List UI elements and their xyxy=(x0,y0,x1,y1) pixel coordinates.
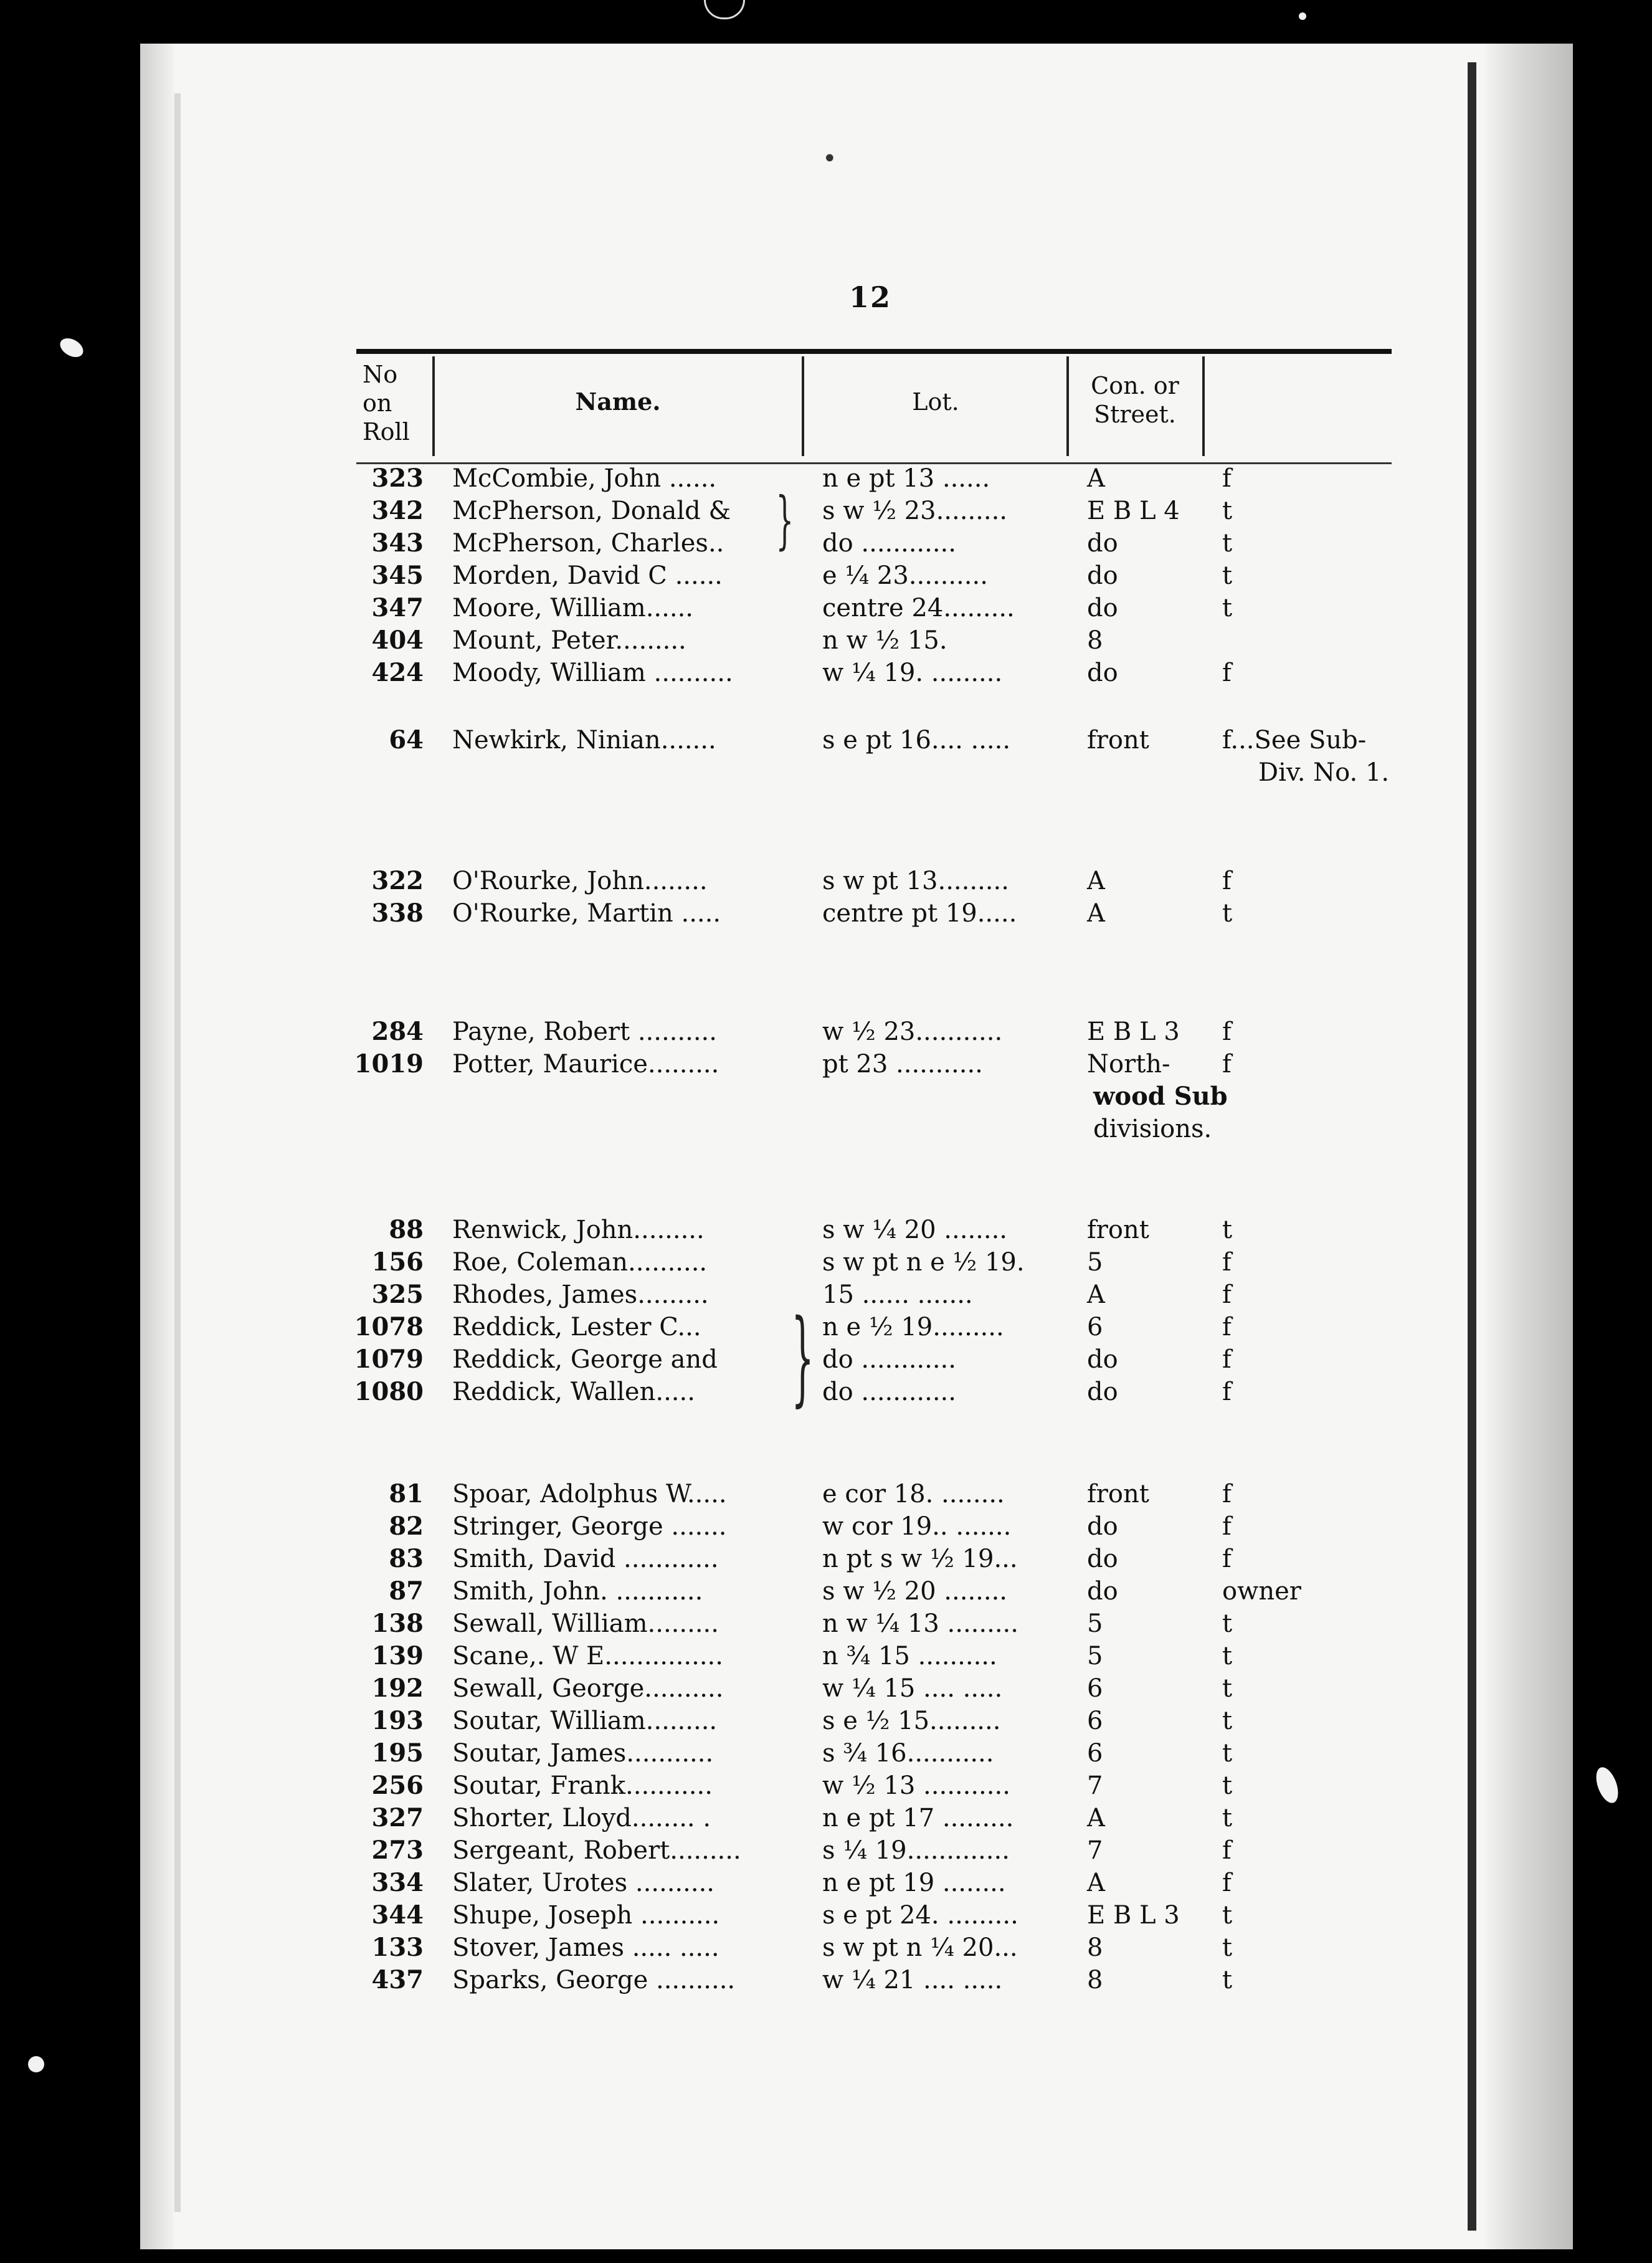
table-row xyxy=(0,1802,1652,1834)
owner-name: O'Rourke, John........ xyxy=(452,867,708,895)
tenure-code: t xyxy=(1222,1739,1233,1768)
concession-or-street: 6 xyxy=(1087,1739,1103,1768)
roll-number: 1079 xyxy=(354,1345,424,1374)
roll-number: 345 xyxy=(371,561,424,590)
roll-number: 156 xyxy=(371,1247,424,1277)
tenure-code: f xyxy=(1222,1545,1232,1573)
concession-or-street: A xyxy=(1087,1280,1105,1309)
concession-or-street: do xyxy=(1087,1378,1118,1406)
concession-or-street: A xyxy=(1087,464,1105,493)
roll-number: 195 xyxy=(371,1738,424,1768)
lot-description: n w ½ 15. xyxy=(822,626,947,655)
tenure-code: f xyxy=(1222,1280,1232,1309)
owner-name: Reddick, George and xyxy=(452,1345,718,1374)
table-row xyxy=(0,592,1652,624)
owner-name: Slater, Urotes .......... xyxy=(452,1869,714,1897)
lot-description: e ¼ 23.......... xyxy=(822,561,988,590)
lot-description: s w pt n ¼ 20... xyxy=(822,1933,1018,1962)
lot-description: centre pt 19..... xyxy=(822,899,1017,928)
tenure-code: f xyxy=(1222,659,1232,687)
table-row xyxy=(0,1705,1652,1737)
concession-or-street: do xyxy=(1087,594,1118,622)
table-row xyxy=(0,1770,1652,1802)
roll-number: 424 xyxy=(371,658,424,687)
owner-name: Spoar, Adolphus W..... xyxy=(452,1480,727,1508)
owner-name: Mount, Peter......... xyxy=(452,626,686,655)
tenure-code: f xyxy=(1222,1248,1232,1277)
concession-or-street: 5 xyxy=(1087,1642,1103,1670)
table-row xyxy=(0,1737,1652,1770)
owner-name: Sewall, George.......... xyxy=(452,1674,724,1703)
concession-or-street: 8 xyxy=(1087,1933,1103,1962)
table-row xyxy=(0,1048,1652,1080)
roll-number: 327 xyxy=(371,1803,424,1832)
owner-name: Morden, David C ...... xyxy=(452,561,723,590)
potter-continuation-1: wood Sub xyxy=(1093,1082,1228,1111)
roll-number: 273 xyxy=(371,1836,424,1865)
table-row xyxy=(0,1932,1652,1964)
lot-description: n e pt 17 ......... xyxy=(822,1804,1014,1832)
tenure-code: t xyxy=(1222,899,1233,928)
concession-or-street: 7 xyxy=(1087,1836,1103,1865)
concession-or-street: A xyxy=(1087,1869,1105,1897)
lot-description: n pt s w ½ 19... xyxy=(822,1545,1018,1573)
concession-or-street: E B L 3 xyxy=(1087,1017,1180,1046)
header-street-line: Street. xyxy=(1094,401,1176,428)
lot-description: s w pt n e ½ 19. xyxy=(822,1248,1025,1277)
tenure-code: t xyxy=(1222,1642,1233,1670)
tenure-code: f xyxy=(1222,1869,1232,1897)
table-row xyxy=(0,527,1652,560)
owner-name: Soutar, William......... xyxy=(452,1707,718,1735)
tenure-code: t xyxy=(1222,529,1233,558)
lot-description: s e ½ 15......... xyxy=(822,1707,1001,1735)
owner-name: Roe, Coleman.......... xyxy=(452,1248,708,1277)
table-row xyxy=(0,1214,1652,1246)
owner-name: McPherson, Charles.. xyxy=(452,529,724,558)
owner-name: Soutar, Frank........... xyxy=(452,1771,713,1800)
tenure-code: t xyxy=(1222,1771,1233,1800)
concession-or-street: 6 xyxy=(1087,1707,1103,1735)
roll-number: 193 xyxy=(371,1706,424,1735)
concession-or-street: do xyxy=(1087,659,1118,687)
table-row xyxy=(0,1246,1652,1279)
lot-description: s ¾ 16........... xyxy=(822,1739,994,1768)
owner-name: Moore, William...... xyxy=(452,594,693,622)
lot-description: s w ¼ 20 ........ xyxy=(822,1216,1008,1244)
table-row xyxy=(0,1672,1652,1705)
tenure-code: f xyxy=(1222,1345,1232,1374)
tenure-code: f...See Sub- xyxy=(1222,726,1367,755)
lot-description: do ............ xyxy=(822,1378,956,1406)
roll-number: 344 xyxy=(371,1900,424,1930)
roll-number: 88 xyxy=(389,1215,424,1244)
roll-number: 322 xyxy=(371,866,424,895)
lot-description: w ¼ 21 .... ..... xyxy=(822,1966,1003,1994)
table-row xyxy=(0,1016,1652,1048)
owner-name: Shupe, Joseph .......... xyxy=(452,1901,720,1930)
table-row xyxy=(0,624,1652,657)
table-row xyxy=(0,1640,1652,1672)
tenure-code: f xyxy=(1222,1836,1232,1865)
owner-name: O'Rourke, Martin ..... xyxy=(452,899,721,928)
tenure-code: f xyxy=(1222,1512,1232,1541)
tenure-code: f xyxy=(1222,1480,1232,1508)
owner-name: Sewall, William......... xyxy=(452,1609,719,1638)
concession-or-street: do xyxy=(1087,561,1118,590)
owner-name: McCombie, John ...... xyxy=(452,464,717,493)
owner-name: Sparks, George .......... xyxy=(452,1966,736,1994)
concession-or-street: front xyxy=(1087,726,1149,755)
lot-description: do ............ xyxy=(822,1345,956,1374)
header-con-line: Con. or xyxy=(1091,372,1179,399)
roll-number: 1080 xyxy=(354,1377,424,1406)
tenure-code: t xyxy=(1222,1933,1233,1962)
lot-description: 15 ...... ....... xyxy=(822,1280,973,1309)
owner-name: Stringer, George ....... xyxy=(452,1512,727,1541)
lot-description: w ½ 23........... xyxy=(822,1017,1003,1046)
lot-description: w ¼ 19. ......... xyxy=(822,659,1003,687)
tenure-code: t xyxy=(1222,1707,1233,1735)
lot-description: w ¼ 15 .... ..... xyxy=(822,1674,1003,1703)
tenure-code: f xyxy=(1222,1017,1232,1046)
owner-name: Soutar, James........... xyxy=(452,1739,714,1768)
tenure-code: t xyxy=(1222,1966,1233,1994)
tenure-code: t xyxy=(1222,1901,1233,1930)
concession-or-street: do xyxy=(1087,1345,1118,1374)
header-roll-line: Roll xyxy=(363,418,410,445)
table-row xyxy=(0,657,1652,689)
concession-or-street: do xyxy=(1087,1577,1118,1606)
header-no-line: No xyxy=(363,361,398,388)
concession-or-street: E B L 4 xyxy=(1087,497,1180,525)
group-brace: } xyxy=(776,484,794,556)
table-row xyxy=(0,1834,1652,1867)
concession-or-street: front xyxy=(1087,1216,1149,1244)
table-row xyxy=(0,1510,1652,1543)
concession-or-street: E B L 3 xyxy=(1087,1901,1180,1930)
table-row xyxy=(0,1867,1652,1899)
roll-number: 139 xyxy=(371,1641,424,1670)
tenure-code: t xyxy=(1222,594,1233,622)
owner-name: Potter, Maurice......... xyxy=(452,1050,719,1079)
concession-or-street: 7 xyxy=(1087,1771,1103,1800)
concession-or-street: 5 xyxy=(1087,1609,1103,1638)
concession-or-street: 6 xyxy=(1087,1674,1103,1703)
table-row xyxy=(0,1311,1652,1343)
roll-number: 343 xyxy=(371,528,424,558)
lot-description: e cor 18. ........ xyxy=(822,1480,1005,1508)
table-row xyxy=(0,560,1652,592)
owner-name: Newkirk, Ninian....... xyxy=(452,726,716,755)
lot-description: n ¾ 15 .......... xyxy=(822,1642,997,1670)
roll-number: 82 xyxy=(389,1512,424,1541)
owner-name: Shorter, Lloyd........ . xyxy=(452,1804,711,1832)
header-name: Name. xyxy=(575,388,661,416)
table-row xyxy=(0,724,1652,756)
owner-name: Moody, William .......... xyxy=(452,659,733,687)
table-row xyxy=(0,495,1652,527)
owner-name: Reddick, Lester C... xyxy=(452,1313,701,1341)
roll-number: 347 xyxy=(371,593,424,622)
table-row xyxy=(0,897,1652,930)
roll-number: 133 xyxy=(371,1933,424,1962)
page-mark: • xyxy=(822,145,837,173)
roll-number: 81 xyxy=(389,1479,424,1508)
lot-description: s e pt 16.... ..... xyxy=(822,726,1011,755)
lot-description: n e pt 19 ........ xyxy=(822,1869,1006,1897)
tenure-code: f xyxy=(1222,1378,1232,1406)
table-row xyxy=(0,1575,1652,1608)
tenure-code: f xyxy=(1222,1050,1232,1079)
owner-name: Payne, Robert .......... xyxy=(452,1017,717,1046)
roll-number: 1019 xyxy=(354,1049,424,1079)
roll-number: 325 xyxy=(371,1280,424,1309)
tenure-code: f xyxy=(1222,464,1232,493)
concession-or-street: A xyxy=(1087,899,1105,928)
lot-description: w ½ 13 ........... xyxy=(822,1771,1010,1800)
owner-name: Rhodes, James......... xyxy=(452,1280,709,1309)
lot-description: n w ¼ 13 ......... xyxy=(822,1609,1018,1638)
roll-number: 334 xyxy=(371,1868,424,1897)
lot-description: s e pt 24. ......... xyxy=(822,1901,1018,1930)
lot-description: s w ½ 23......... xyxy=(822,497,1008,525)
owner-name: Stover, James ..... ..... xyxy=(452,1933,719,1962)
concession-or-street: 8 xyxy=(1087,1966,1103,1994)
concession-or-street: front xyxy=(1087,1480,1149,1508)
roll-number: 192 xyxy=(371,1674,424,1703)
concession-or-street: North- xyxy=(1087,1050,1170,1079)
table-row xyxy=(0,1543,1652,1575)
lot-description: s w ½ 20 ........ xyxy=(822,1577,1008,1606)
owner-name: Sergeant, Robert......... xyxy=(452,1836,741,1865)
roll-number: 138 xyxy=(371,1609,424,1638)
table-row xyxy=(0,1478,1652,1510)
concession-or-street: do xyxy=(1087,1545,1118,1573)
header-lot: Lot. xyxy=(912,388,959,416)
concession-or-street: 8 xyxy=(1087,626,1103,655)
lot-description: n e pt 13 ...... xyxy=(822,464,990,493)
roll-number: 437 xyxy=(371,1965,424,1994)
lot-description: s ¼ 19............. xyxy=(822,1836,1010,1865)
tenure-code: f xyxy=(1222,1313,1232,1341)
concession-or-street: A xyxy=(1087,867,1105,895)
roll-number: 323 xyxy=(371,464,424,493)
lot-description: do ............ xyxy=(822,529,956,558)
potter-continuation-2: divisions. xyxy=(1093,1115,1212,1143)
lot-description: n e ½ 19......... xyxy=(822,1313,1004,1341)
tenure-code: t xyxy=(1222,1674,1233,1703)
roll-number: 284 xyxy=(371,1017,424,1046)
concession-or-street: 5 xyxy=(1087,1248,1103,1277)
owner-name: Smith, John. ........... xyxy=(452,1577,703,1606)
concession-or-street: A xyxy=(1087,1804,1105,1832)
tenure-code: t xyxy=(1222,561,1233,590)
owner-name: Smith, David ............ xyxy=(452,1545,719,1573)
roll-number: 404 xyxy=(371,626,424,655)
newkirk-note-continuation: Div. No. 1. xyxy=(1258,758,1390,787)
tenure-code: t xyxy=(1222,1804,1233,1832)
tenure-code: t xyxy=(1222,1216,1233,1244)
owner-name: Renwick, John......... xyxy=(452,1216,705,1244)
owner-name: Reddick, Wallen..... xyxy=(452,1378,695,1406)
roll-number: 338 xyxy=(371,898,424,928)
table-row xyxy=(0,1343,1652,1376)
tenure-code: t xyxy=(1222,497,1233,525)
table-row xyxy=(0,1608,1652,1640)
concession-or-street: 6 xyxy=(1087,1313,1103,1341)
lot-description: pt 23 ........... xyxy=(822,1050,983,1079)
group-brace: } xyxy=(791,1297,814,1417)
table-row xyxy=(0,865,1652,897)
lot-description: centre 24......... xyxy=(822,594,1015,622)
lot-description: s w pt 13......... xyxy=(822,867,1009,895)
header-on-line: on xyxy=(363,389,392,417)
table-row xyxy=(0,1964,1652,1996)
tenure-code: t xyxy=(1222,1609,1233,1638)
concession-or-street: do xyxy=(1087,1512,1118,1541)
owner-name: McPherson, Donald & xyxy=(452,497,731,525)
concession-or-street: do xyxy=(1087,529,1118,558)
table-row xyxy=(0,1376,1652,1408)
table-row xyxy=(0,1279,1652,1311)
lot-description: w cor 19.. ....... xyxy=(822,1512,1012,1541)
roll-number: 87 xyxy=(389,1576,424,1606)
roll-number: 64 xyxy=(389,725,424,755)
tenure-code: owner xyxy=(1222,1577,1301,1606)
roll-number: 342 xyxy=(371,496,424,525)
page-number: 12 xyxy=(849,280,892,314)
owner-name: Scane,. W E............... xyxy=(452,1642,723,1670)
roll-number: 83 xyxy=(389,1544,424,1573)
tenure-code: f xyxy=(1222,867,1232,895)
table-row xyxy=(0,462,1652,495)
table-row xyxy=(0,1899,1652,1932)
roll-number: 1078 xyxy=(354,1312,424,1341)
roll-number: 256 xyxy=(371,1771,424,1800)
